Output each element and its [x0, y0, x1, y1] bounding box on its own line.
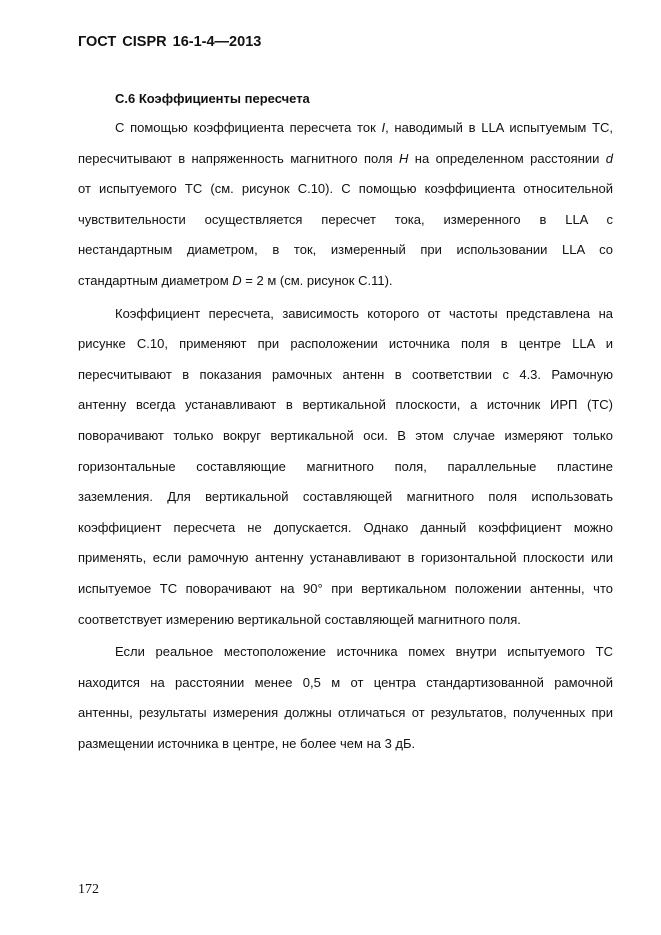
italic-symbol: D — [232, 272, 242, 288]
text-line — [78, 266, 613, 297]
text-run: = 2 м (см. рисунок С.11). — [241, 272, 393, 288]
document-header: ГОСТ CISPR 16-1-4—2013 — [78, 34, 262, 50]
text-line — [78, 637, 613, 668]
text-line — [78, 482, 613, 513]
text-run: применять, если рамочную антенну устанавливают в горизонтальной плоскости или — [78, 550, 613, 566]
body-text — [78, 113, 613, 759]
italic-symbol: I — [381, 120, 386, 135]
paragraph — [78, 299, 613, 636]
text-run: коэффициент пересчета не допускается. Однако данный коэффициент можно — [78, 519, 613, 535]
italic-symbol: H — [399, 150, 409, 166]
text-line — [78, 144, 613, 175]
paragraph — [78, 637, 613, 759]
text-line — [78, 329, 613, 360]
text-run: рисунке С.10, применяют при расположении источника поля в центре LLA и — [78, 336, 613, 352]
text-line — [78, 235, 613, 266]
text-run: соответствует измерению вертикальной составляющей магнитного поля. — [78, 611, 521, 627]
text-run: С помощью коэффициента пересчета ток — [115, 120, 382, 135]
text-line — [78, 421, 613, 452]
text-run: от испытуемого ТС (см. рисунок С.10). С помощью коэффициента относительной — [78, 181, 613, 197]
page-number: 172 — [78, 882, 99, 897]
text-line — [78, 729, 613, 760]
text-line — [78, 205, 613, 236]
text-line — [78, 605, 613, 636]
text-run: поворачивают только вокруг вертикальной оси. В этом случае измеряют только — [78, 427, 613, 443]
text-line — [78, 574, 613, 605]
text-run: антенны, результаты измерения должны отличаться от результатов, полученных при — [78, 705, 613, 721]
text-run: чувствительности осуществляется пересчет тока, измеренного в LLA с — [78, 211, 613, 227]
text-run: размещении источника в центре, не более чем на 3 дБ. — [78, 735, 416, 751]
text-run: нестандартным диаметром, в ток, измеренный при использовании LLA со — [78, 242, 613, 258]
text-line — [78, 174, 613, 205]
text-run: стандартным диаметром — [78, 272, 233, 288]
text-line — [78, 452, 613, 483]
text-line — [78, 299, 613, 330]
text-line — [78, 360, 613, 391]
paragraph — [78, 113, 613, 297]
text-line — [78, 113, 613, 144]
text-line — [78, 698, 613, 729]
text-run: находится на расстоянии менее 0,5 м от центра стандартизованной рамочной — [78, 674, 613, 690]
text-line — [78, 513, 613, 544]
text-run: Коэффициент пересчета, зависимость которого от частоты представлена на — [115, 305, 613, 321]
italic-symbol: d — [605, 150, 613, 166]
text-run: на определенном расстоянии — [408, 150, 606, 166]
text-run: , наводимый в LLA испытуемым ТС, — [385, 120, 614, 135]
text-line — [78, 543, 613, 574]
text-run: испытуемое ТС поворачивают на 90° при вертикальном положении антенны, что — [78, 580, 613, 596]
section-heading: С.6 Коэффициенты пересчета — [115, 91, 310, 106]
text-line — [78, 390, 613, 421]
text-run: горизонтальные составляющие магнитного поля, параллельные пластине — [78, 458, 613, 474]
text-run: пересчитывают в напряженность магнитного поля — [78, 150, 399, 166]
text-line — [78, 668, 613, 699]
text-run: пересчитывают в показания рамочных антенн в соответствии с 4.3. Рамочную — [78, 366, 613, 382]
text-run: заземления. Для вертикальной составляющей магнитного поля использовать — [78, 489, 613, 505]
text-run: антенну всегда устанавливают в вертикальной плоскости, а источник ИРП (ТС) — [78, 397, 613, 413]
text-run: Если реальное местоположение источника помех внутри испытуемого ТС — [115, 644, 613, 660]
